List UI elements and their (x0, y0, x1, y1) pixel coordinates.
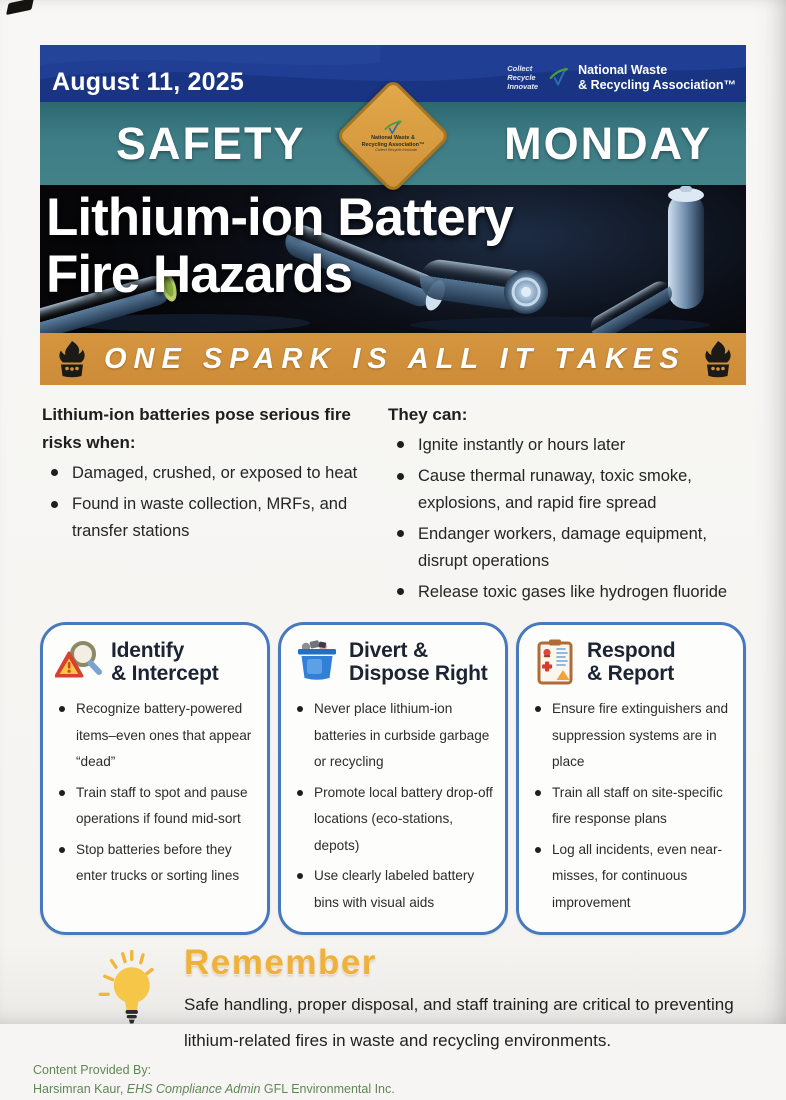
lightbulb-icon (98, 943, 184, 1058)
spark-banner-text: ONE SPARK IS ALL IT TAKES (104, 342, 686, 375)
card-header (55, 638, 257, 686)
card-bullet-list (531, 696, 733, 916)
bullet-item: Never place lithium-ion batteries in curbside garbage or recycling (293, 696, 495, 776)
intro-right-column (380, 401, 746, 610)
bullet-item: Train staff to spot and pause operations if found mid-sort (55, 780, 257, 833)
tagline-recycle: Recycle (507, 72, 536, 82)
remember-section (40, 943, 746, 1058)
intro-section (40, 385, 746, 618)
bullet-item: Recognize battery-powered items–even ones that appear “dead” (55, 696, 257, 776)
bullet-item: Stop batteries before they enter trucks or sorting lines (55, 837, 257, 890)
footer-credit (33, 1061, 746, 1100)
spark-banner (40, 333, 746, 385)
brand-logo-block (507, 55, 746, 102)
diamond-logo-content (355, 98, 431, 174)
footer-credit-line (33, 1080, 746, 1099)
clipboard-report-icon (531, 638, 579, 686)
card-divert-dispose (278, 622, 508, 935)
bullet-item: Log all incidents, even near-misses, for continuous improvement (531, 837, 733, 917)
brand-name (578, 63, 736, 92)
magnifier-warning-icon (55, 638, 103, 686)
card-title-line2: & Intercept (111, 662, 219, 686)
tagline-innovate: Innovate (507, 82, 539, 92)
diamond-swoosh-icon (382, 119, 404, 135)
brand-tagline (507, 64, 538, 92)
hero-title-line2: Fire Hazards (46, 245, 353, 305)
bullet-item: Promote local battery drop-off locations (eco-stations, depots) (293, 780, 495, 860)
diamond-subtext: Collect Recycle Innovate (375, 148, 417, 153)
flyer-content (33, 45, 746, 1100)
brand-name-line2: & Recycling Association™ (578, 77, 736, 92)
diamond-text-line1: National Waste & (371, 134, 415, 141)
brand-name-line1: National Waste (578, 63, 668, 78)
footer-company: GFL Environmental Inc. (260, 1082, 395, 1097)
footer-name: Harsimran Kaur, (33, 1082, 127, 1097)
bullet-item: Release toxic gases like hydrogen fluoride (388, 579, 746, 605)
hero-title-line1: Lithium-ion Battery (46, 188, 513, 247)
bullet-item: Train all staff on site-specific fire response plans (531, 780, 733, 833)
card-title-line1: Respond (587, 638, 676, 662)
card-header (293, 638, 495, 686)
card-title (111, 639, 219, 686)
intro-left-column (42, 401, 380, 610)
bullet-item: Found in waste collection, MRFs, and transfer stations (42, 491, 380, 544)
bullet-item: Use clearly labeled battery bins with visual aids (293, 863, 495, 916)
recycle-bin-icon (293, 638, 341, 686)
action-cards-row (40, 622, 746, 935)
card-respond-report (516, 622, 746, 935)
intro-right-heading: They can: (388, 405, 468, 424)
bullet-item: Endanger workers, damage equipment, disrupt operations (388, 521, 746, 574)
card-header (531, 638, 733, 686)
card-title-line1: Identify (111, 638, 185, 662)
remember-text: Safe handling, proper disposal, and staff training are critical to preventing lithium-related fires in waste and recycling environments. (184, 995, 734, 1051)
intro-right-list (388, 432, 746, 605)
card-bullet-list (293, 696, 495, 916)
nwra-swoosh-icon (545, 65, 571, 91)
remember-title: Remember (184, 943, 377, 983)
intro-left-list (42, 460, 380, 544)
bullet-item: Ensure fire extinguishers and suppression systems are in place (531, 696, 733, 776)
tagline-collect: Collect (507, 63, 533, 73)
card-title-line1: Divert & (349, 638, 428, 662)
hero-title (40, 185, 746, 303)
remember-body (184, 943, 746, 1058)
card-title (587, 639, 675, 686)
issue-date: August 11, 2025 (52, 68, 244, 96)
scan-artifact (6, 0, 34, 15)
monday-word: MONDAY (504, 117, 712, 169)
card-bullet-list (55, 696, 257, 890)
battery-fire-icon-right (686, 339, 750, 379)
footer-label: Content Provided By: (33, 1062, 152, 1077)
intro-left-heading: Lithium-ion batteries pose serious fire risks when: (42, 405, 351, 453)
diamond-text-line2: Recycling Association™ (361, 141, 425, 148)
bullet-item: Ignite instantly or hours later (388, 432, 746, 458)
footer-role: EHS Compliance Admin (126, 1082, 261, 1097)
card-title (349, 639, 488, 686)
card-title-line2: Dispose Right (349, 662, 488, 686)
battery-fire-icon-left (40, 339, 104, 379)
safety-word: SAFETY (116, 117, 306, 169)
bullet-item: Damaged, crushed, or exposed to heat (42, 460, 380, 486)
card-title-line2: & Report (587, 662, 675, 686)
hero-section (40, 185, 746, 333)
card-identify-intercept (40, 622, 270, 935)
bullet-item: Cause thermal runaway, toxic smoke, explosions, and rapid fire spread (388, 463, 746, 516)
